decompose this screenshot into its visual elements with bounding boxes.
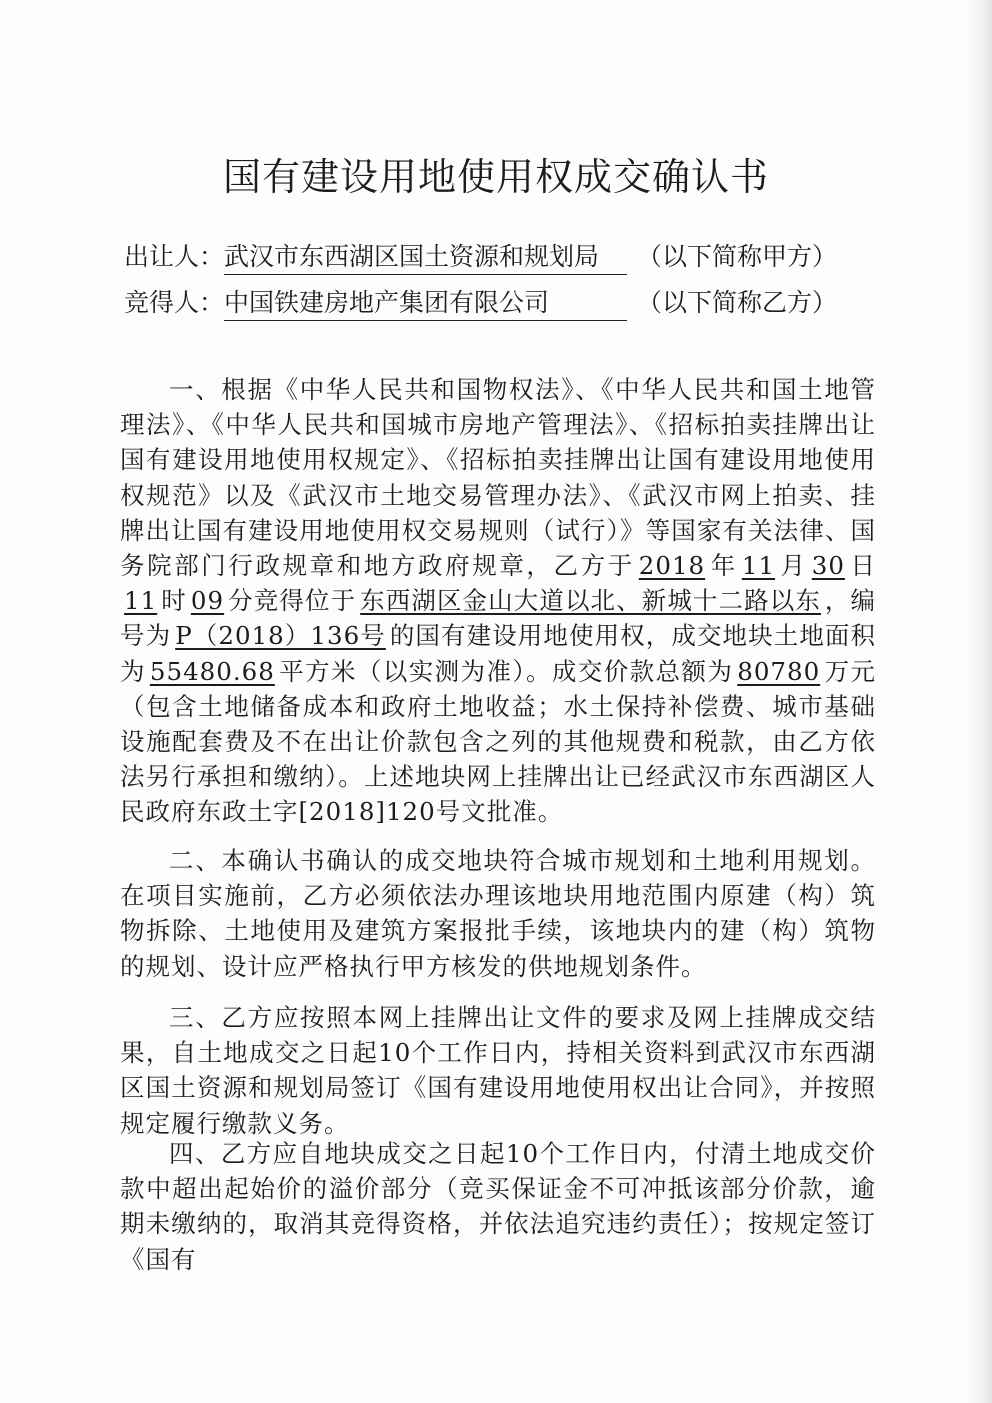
month-unit: 月 bbox=[779, 551, 808, 581]
section-2-paragraph: 二、本确认书确认的成交地块符合城市规划和土地利用规划。在项目实施前，乙方必须依法办理该地块用地范围内原建（构）筑物拆除、土地使用及建筑方案报批手续，该地块内的建（构）筑物的规划、设计应严格执行甲方核发的供地规划条件。 bbox=[120, 846, 876, 981]
document-title: 国有建设用地使用权成交确认书 bbox=[222, 155, 769, 199]
assignor-value: 武汉市东西湖区国土资源和规划局 bbox=[224, 240, 627, 275]
deal-hour: 11 bbox=[124, 586, 158, 616]
bidder-note: （以下简称乙方） bbox=[637, 288, 838, 317]
deal-year: 2018 bbox=[638, 551, 706, 581]
assignor-line bbox=[124, 240, 837, 275]
section-1-text-d: 的国有建设用地使用权，成交地块土地面积为 bbox=[120, 621, 876, 686]
bidder-label: 竞得人： bbox=[124, 288, 225, 317]
year-unit: 年 bbox=[709, 551, 738, 581]
section-1-paragraph bbox=[120, 372, 876, 830]
section-1-text-c: ，编号为 bbox=[120, 586, 877, 651]
deal-month: 11 bbox=[741, 551, 776, 581]
bidder-line bbox=[124, 286, 837, 321]
parcel-area: 55480.68 bbox=[149, 656, 275, 686]
bidder-value: 中国铁建房地产集团有限公司 bbox=[224, 286, 627, 321]
deal-day: 30 bbox=[811, 551, 845, 581]
section-4-paragraph: 四、乙方应自地块成交之日起10个工作日内，付清土地成交价款中超出起始价的溢价部分（竞买保证金不可冲抵该部分价款，逾期未缴纳的，取消其竞得资格，并依法追究违约责任）；按规定签订《国有 bbox=[120, 1139, 876, 1274]
section-1-text-e: 平方米（以实测为准）。成交价款总额为 bbox=[278, 656, 734, 686]
day-unit: 日 bbox=[848, 551, 877, 581]
parcel-number: P（2018）136号 bbox=[175, 621, 386, 651]
hour-unit: 时 bbox=[161, 586, 187, 616]
section-1-text-b: 分竞得位于 bbox=[228, 586, 357, 616]
deal-price: 80780 bbox=[737, 656, 821, 686]
parcel-location: 东西湖区金山大道以北、新城十二路以东 bbox=[360, 586, 821, 616]
assignor-label: 出让人： bbox=[124, 242, 225, 271]
section-3-paragraph: 三、乙方应按照本网上挂牌出让文件的要求及网上挂牌成交结果，自土地成交之日起10个工作日内，持相关资料到武汉市东西湖区国土资源和规划局签订《国有建设用地使用权出让合同》，并按照规定履行缴款义务。 bbox=[120, 1003, 876, 1138]
section-1-text-f: 万元（包含土地储备成本和政府土地收益；水土保持补偿费、城市基础设施配套费及不在出让价款包含之列的其他规费和税款，由乙方依法另行承担和缴纳）。上述地块网上挂牌出让已经武汉市东西湖区人民政府东政土字[2018]120号文批准。 bbox=[120, 656, 877, 827]
deal-minute: 09 bbox=[190, 586, 225, 616]
section-1-text-a: 一、根据《中华人民共和国物权法》、《中华人民共和国土地管理法》、《中华人民共和国城市房地产管理法》、《招标拍卖挂牌出让国有建设用地使用权规定》、《招标拍卖挂牌出让国有建设用地使用权规范》以及《武汉市土地交易管理办法》、《武汉市网上拍卖、挂牌出让国有建设用地使用权交易规则（试行）》等国家有关法律、国务院部门行政规章和地方政府规章，乙方于 bbox=[120, 375, 876, 581]
assignor-note: （以下简称甲方） bbox=[637, 242, 838, 271]
page-edge-shadow bbox=[966, 0, 992, 1403]
